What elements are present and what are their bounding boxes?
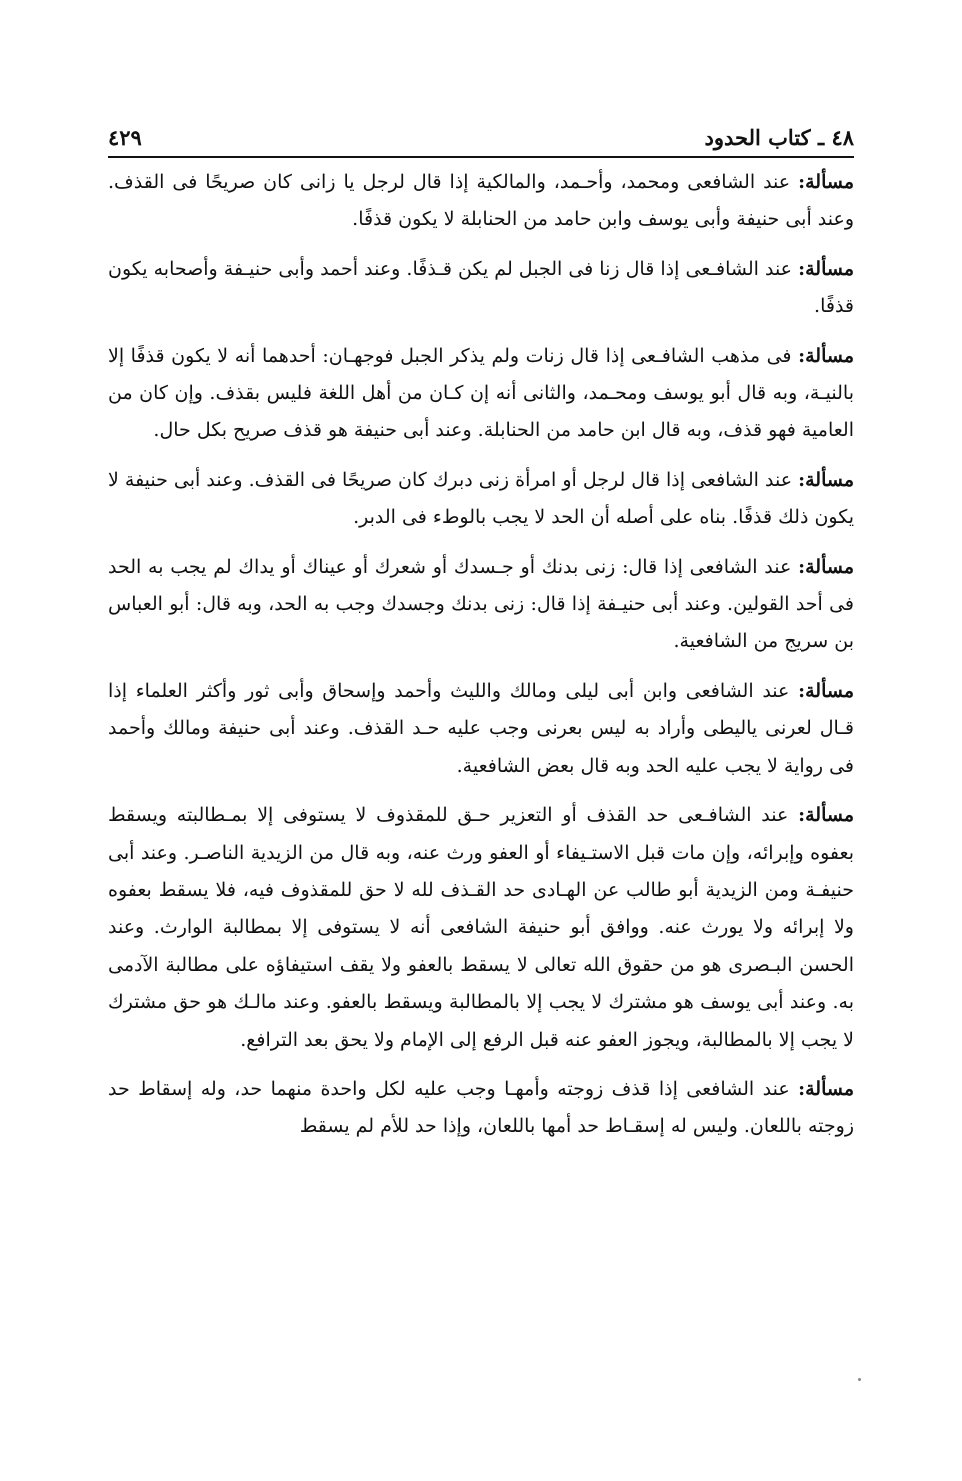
issue-paragraph: [108, 164, 854, 239]
issue-text: عند الشافعى وابن أبى ليلى ومالك والليث وأحمد وإسحاق وأبى ثور وأكثر العلماء إذا قـال لعرنى ياليطى وأراد به ليس بعرنى وجب عليه حـد القذف. وعند أبى حنيفة ومالك وأحمد فى رواية لا يجب عليه الحد وبه قال بعض الشافعية.: [108, 679, 854, 777]
issue-label: مسألة:: [798, 257, 854, 280]
chapter-title: ٤٨ ـ كتاب الحدود: [704, 125, 854, 150]
issue-paragraph: [108, 673, 854, 785]
issue-text: عند الشافعى إذا قال: زنى بدنك أو جـسدك أو شعرك أو عيناك أو يداك لم يجب به الحد فى أحد القولين. وعند أبى حنيـفة إذا قال: زنى بدنك وجسدك وجب به الحد، وبه قال: أبو العباس بن سريج من الشافعية.: [108, 555, 854, 653]
page-body: [108, 164, 854, 1158]
issue-text: عند الشافعى إذا قذف زوجته وأمهـا وجب عليه لكل واحدة منهما حد، وله إسقاط حد زوجته باللعان. وليس له إسقـاط حد أمها باللعان، وإذا حد للأم لم يسقط: [108, 1077, 854, 1138]
issue-label: مسألة:: [798, 679, 854, 702]
scan-speck: [858, 1378, 861, 1381]
issue-text: عند الشافـعى حد القذف أو التعزير حـق للمقذوف لا يستوفى إلا بمـطالبته ويسقط بعفوه وإبرائه، وإن مات قبل الاستـيفاء أو العفو ورث عنه، وبه قال من الزيدية الناصـر. وعند أبى حنيفـة ومن الزيدية أبو طالب عن الهـادى حد القـذف لله لا حق للمقذوف فيه، فلا يسقط بعفوه ولا إبرائه ولا يورث عنه. ووافق أبو حنيفة الشافعى أنه لا يستوفى إلا بمطالبة الوارث. وعند الحسن البـصرى هو من حقوق الله تعالى لا يسقط بالعفو ولا يقف استيفاؤه على مطالبة الآدمى به. وعند أبى يوسف هو مشترك لا يجب إلا بالمطالبة ويسقط بالعفو. وعند مالـك هو حق مشترك لا يجب إلا بالمطالبة، ويجوز العفو عنه قبل الرفع إلى الإمام ولا يحق بعد الترافع.: [108, 804, 854, 1051]
issue-paragraph: [108, 338, 854, 450]
issue-label: مسألة:: [798, 468, 854, 491]
issue-label: مسألة:: [798, 1077, 854, 1100]
issue-paragraph: [108, 251, 854, 326]
issue-paragraph: [108, 797, 854, 1059]
issue-label: مسألة:: [798, 804, 854, 827]
issue-paragraph: [108, 462, 854, 537]
running-header: [108, 110, 854, 150]
issue-paragraph: [108, 549, 854, 661]
issue-text: عند الشافعى ومحمد، وأحـمد، والمالكية إذا قال لرجل يا زانى كان صريحًا فى القذف. وعند أبى حنيفة وأبى يوسف وابن حامد من الحنابلة لا يكون قذفًا.: [108, 171, 854, 231]
issue-label: مسألة:: [798, 344, 854, 367]
page-number: ٤٢٩: [108, 125, 142, 150]
issue-text: عند الشافعى إذا قال لرجل أو امرأة زنى دبرك كان صريحًا فى القذف. وعند أبى حنيفة لا يكون ذلك قذفًا. بناه على أصله أن الحد لا يجب بالوطء فى الدبر.: [108, 468, 854, 529]
issue-label: مسألة:: [798, 555, 854, 578]
issue-text: عند الشافـعى إذا قال زنا فى الجبل لم يكن قـذفًا. وعند أحمد وأبى حنيـفة وأصحابه يكون قذفًا.: [108, 257, 854, 318]
issue-paragraph: [108, 1071, 854, 1146]
issue-text: فى مذهب الشافـعى إذا قال زنات ولم يذكر الجبل فوجهـان: أحدهما أنه لا يكون قذفًا إلا بالنيـة، وبه قال أبو يوسف ومحـمد، والثانى أنه إن كـان من أهل اللغة فليس بقذف. وإن كان من العامية فهو قذف، وبه قال ابن حامد من الحنابلة. وعند أبى حنيفة هو قذف صريح بكل حال.: [108, 344, 854, 442]
header-rule: [108, 156, 854, 158]
issue-label: مسألة:: [798, 171, 854, 193]
